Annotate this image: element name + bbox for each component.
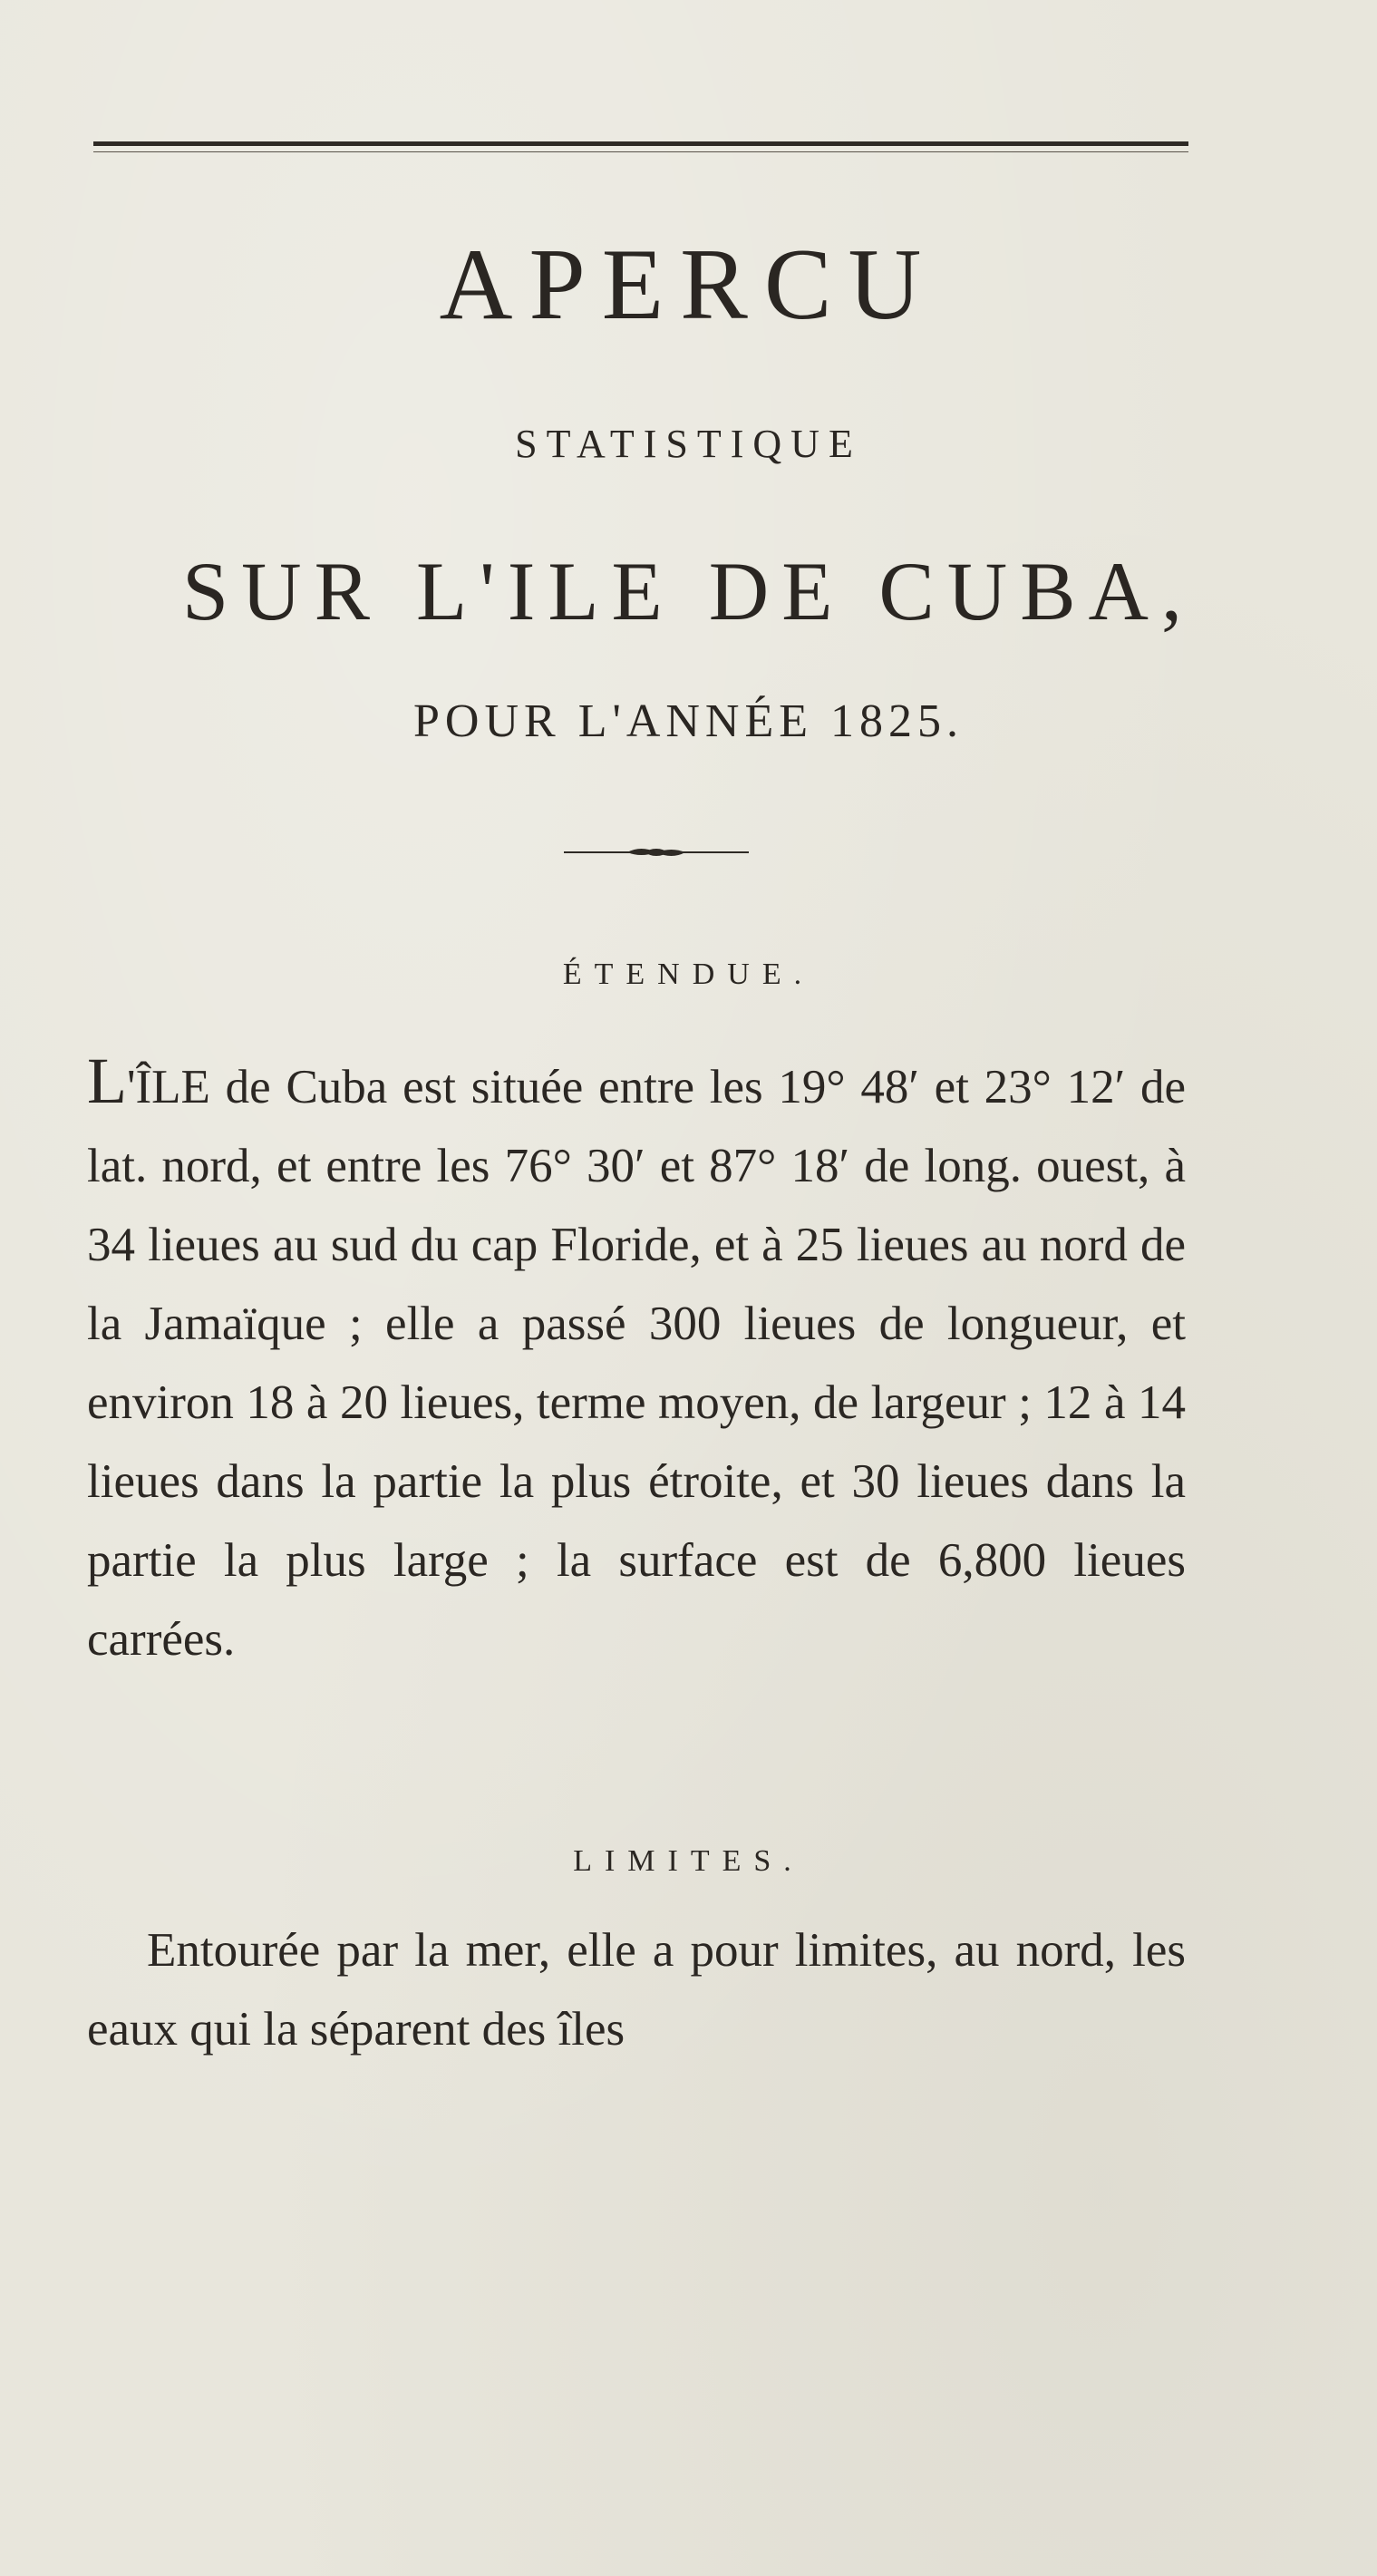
top-rule (93, 141, 1188, 146)
section-heading-limites: LIMITES. (573, 1844, 804, 1878)
paragraph-etendue-text: 'ÎLE de Cuba est située entre les 19° 48′ et 23° 12′ de lat. nord, et entre les 76° 30′ et 87° 18′ de long. ouest, à 34 lieues au sud du cap Floride, et à 25 lieues au nord de la Jamaïque ; elle a passé 300 lieues de longueur, et environ 18 à 20 lieues, terme moyen, de largeur ; 12 à 14 lieues dans la partie la plus étroite, et 30 lieues dans la partie la plus large ; la surface est de 6,800 lieues carrées. (87, 1061, 1186, 1666)
title-sub: STATISTIQUE (515, 422, 862, 466)
ornament-divider (564, 841, 749, 863)
paragraph-limites: Entourée par la mer, elle a pour limites, au nord, les eaux qui la séparent des îles (87, 1924, 1186, 2056)
section-heading-etendue: ÉTENDUE. (562, 957, 815, 991)
title-main: APERCU (439, 228, 938, 341)
drop-cap: L (87, 1045, 127, 1117)
paragraph-etendue (87, 1045, 1186, 1679)
title-island: SUR L'ILE DE CUBA, (181, 545, 1195, 637)
title-year: POUR L'ANNÉE 1825. (412, 695, 965, 747)
